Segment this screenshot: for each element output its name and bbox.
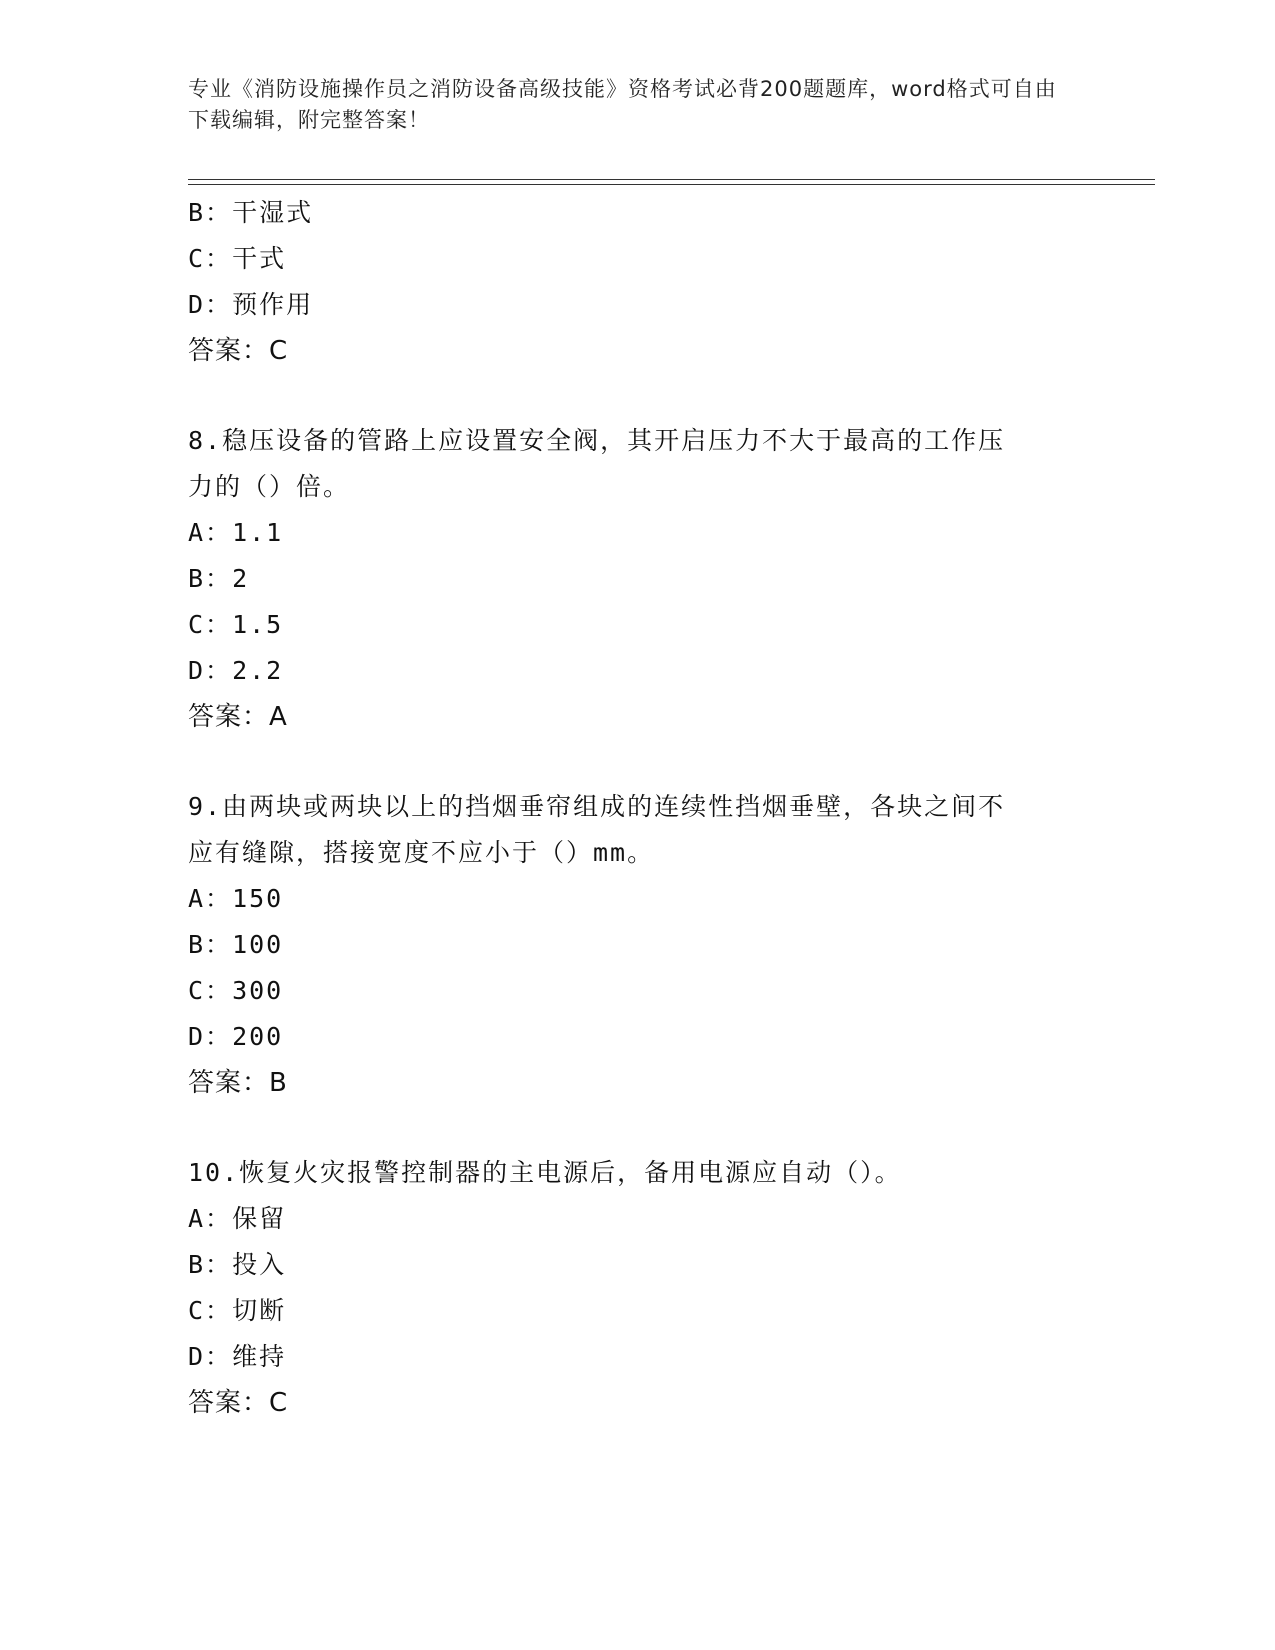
option-label: B：	[188, 930, 233, 959]
option-text: 投入	[232, 1250, 287, 1279]
question-block	[188, 784, 1088, 1106]
option-text: 1.1	[232, 518, 284, 547]
option-b	[188, 1242, 1088, 1288]
question-stem-line: 9.由两块或两块以上的挡烟垂帘组成的连续性挡烟垂壁，各块之间不	[188, 792, 1006, 821]
option-d	[188, 282, 1088, 328]
question-stem-line: 力的（）倍。	[188, 472, 351, 501]
question-stem-line: 10.恢复火灾报警控制器的主电源后，备用电源应自动（）。	[188, 1158, 902, 1187]
option-b	[188, 190, 1088, 236]
option-label: B：	[188, 198, 233, 227]
option-text: 干湿式	[232, 198, 314, 227]
block-spacer	[188, 1106, 1088, 1150]
option-text: 维持	[232, 1342, 287, 1371]
option-label: B：	[188, 1250, 233, 1279]
option-text: 保留	[232, 1204, 287, 1233]
option-text: 300	[232, 976, 284, 1005]
option-text: 干式	[232, 244, 287, 273]
question-stem-line: 8.稳压设备的管路上应设置安全阀，其开启压力不大于最高的工作压	[188, 426, 1006, 455]
option-label: D：	[188, 1342, 233, 1371]
option-d	[188, 1014, 1088, 1060]
option-text: 100	[232, 930, 284, 959]
answer-line: 答案：C	[188, 336, 289, 366]
question-list	[188, 190, 1088, 1426]
option-text: 200	[232, 1022, 284, 1051]
option-label: B：	[188, 564, 233, 593]
option-a	[188, 510, 1088, 556]
question-block	[188, 418, 1088, 740]
option-c	[188, 602, 1088, 648]
option-a	[188, 1196, 1088, 1242]
option-text: 150	[232, 884, 284, 913]
option-text: 预作用	[232, 290, 314, 319]
option-text: 切断	[232, 1296, 287, 1325]
option-label: A：	[188, 1204, 233, 1233]
document-header: 专业《消防设施操作员之消防设备高级技能》资格考试必背200题题库，word格式可自由下载编辑，附完整答案！	[188, 77, 1057, 132]
option-label: C：	[188, 244, 233, 273]
question-stem-line: 应有缝隙，搭接宽度不应小于（）mm。	[188, 838, 655, 867]
option-c	[188, 1288, 1088, 1334]
answer-line: 答案：A	[188, 702, 288, 732]
header-rule-top	[188, 179, 1155, 180]
option-d	[188, 648, 1088, 694]
option-label: A：	[188, 518, 233, 547]
option-b	[188, 556, 1088, 602]
block-spacer	[188, 740, 1088, 784]
option-label: D：	[188, 1022, 233, 1051]
option-d	[188, 1334, 1088, 1380]
option-label: C：	[188, 610, 233, 639]
option-label: C：	[188, 1296, 233, 1325]
option-label: D：	[188, 656, 233, 685]
option-text: 1.5	[232, 610, 284, 639]
option-text: 2.2	[232, 656, 284, 685]
option-label: D：	[188, 290, 233, 319]
option-label: C：	[188, 976, 233, 1005]
answer-line: 答案：C	[188, 1388, 289, 1418]
option-c	[188, 236, 1088, 282]
question-block-continued	[188, 190, 1088, 374]
question-block	[188, 1150, 1088, 1426]
option-text: 2	[232, 564, 250, 593]
option-label: A：	[188, 884, 233, 913]
block-spacer	[188, 374, 1088, 418]
header-rule-bottom	[188, 184, 1155, 185]
option-c	[188, 968, 1088, 1014]
answer-line: 答案：B	[188, 1068, 288, 1098]
option-b	[188, 922, 1088, 968]
option-a	[188, 876, 1088, 922]
